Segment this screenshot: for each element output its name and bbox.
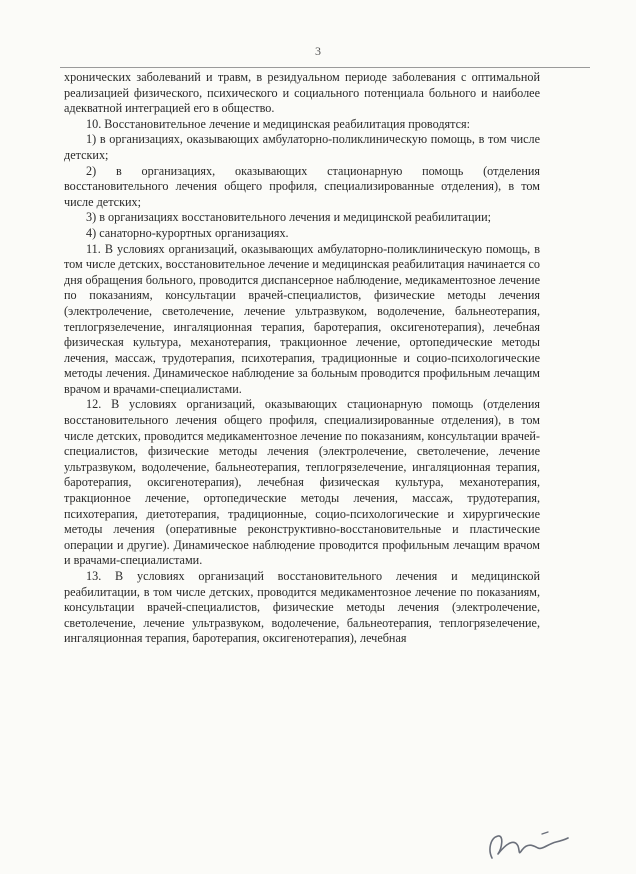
- top-rule: [60, 67, 590, 68]
- paragraph-item-10: 10. Восстановительное лечение и медицинская реабилитация проводятся:: [86, 116, 471, 131]
- handwritten-signature: [478, 824, 570, 864]
- page-number: 3: [315, 44, 321, 58]
- paragraph-subitem-3: 3) в организациях восстановительного лечения и медицинской реабилитации;: [86, 210, 491, 225]
- document-body: [64, 70, 540, 647]
- paragraph-item-13: 13. В условиях организаций восстановительного лечения и медицинской реабилитации, в том числе детских, проводится медикаментозное лечение по показаниям, консультации врачей-специалистов, физические методы лечения (электролечение, светолечение, лечение ультразвуком, водолечение, бальнеотерапия, теплогрязелечение, ингаляционная терапия, баротерапия, оксигенотерапия), лечебная: [64, 569, 540, 646]
- paragraph-item-11: 11. В условиях организаций, оказывающих амбулаторно-поликлиническую помощь, в том числе детских, восстановительное лечение и медицинская реабилитация начинается со дня обращения больного, проводится диспансерное наблюдение, медикаментозное лечение по показаниям, консультации врачей-специалистов, физические методы лечения (электролечение, светолечение, лечение ультразвуком, водолечение, бальнеотерапия, теплогрязелечение, ингаляционная терапия, баротерапия, оксигенотерапия), лечебная физическая культура, механотерапия, тракционное лечение, ортопедические методы лечения, массаж, трудотерапия, психотерапия, традиционные и социо-психологические методы лечения. Динамическое наблюдение за больным проводится профильным лечащим врачом и врачами-специалистами.: [64, 241, 540, 396]
- paragraph-subitem-4: 4) санаторно-курортных организациях.: [86, 225, 289, 240]
- paragraph-subitem-1: 1) в организациях, оказывающих амбулаторно-поликлиническую помощь, в том числе детских;: [64, 132, 540, 162]
- paragraph-subitem-2: 2) в организациях, оказывающих стационарную помощь (отделения восстановительного лечения общего профиля, специализированные отделения), в том числе детских;: [64, 163, 540, 209]
- paragraph-item-12: 12. В условиях организаций, оказывающих стационарную помощь (отделения восстановительного лечения общего профиля, специализированные отделения), в том числе детских, проводится медикаментозное лечение по показаниям, консультации врачей-специалистов, физические методы лечения (электролечение, светолечение, лечение ультразвуком, водолечение, бальнеотерапия, теплогрязелечение, ингаляционная терапия, баротерапия, оксигенотерапия), лечебная физическая культура, механотерапия, тракционное лечение, ортопедические методы лечения, массаж, трудотерапия, психотерапия, диетотерапия, традиционные, социо-психологические и хирургические методы лечения (оперативные реконструктивно-восстановительные и пластические операции и другие). Динамическое наблюдение проводится профильным лечащим врачом и врачами-специалистами.: [64, 397, 540, 568]
- paragraph-continuation: хронических заболеваний и травм, в резидуальном периоде заболевания с оптимальной реализацией физического, психического и социального потенциала больного и наиболее адекватной интеграцией его в общество.: [64, 70, 540, 116]
